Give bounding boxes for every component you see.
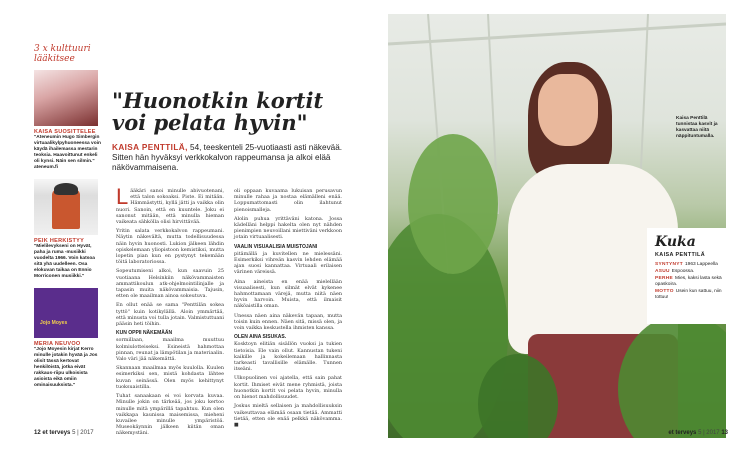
column-paragraph — [116, 268, 224, 299]
issue-number: 5 | 2017 — [698, 430, 720, 436]
sidebar-item — [34, 179, 102, 280]
paragraph-text: Unessa näen aina näkevän tapaan, mutta toisin kuin ennen. Näen sitä, missä olen, ja voin vaikka keskustella ihmisten kanssa. — [234, 312, 342, 332]
painting-image — [34, 70, 98, 126]
book-cover-image — [34, 288, 98, 338]
article-title: "Huonotkin kortit voi pelata hyvin" — [112, 88, 324, 135]
kuka-value: 1963 Lappeella — [685, 262, 718, 267]
column-paragraph — [234, 279, 342, 310]
body-column-1 — [116, 184, 224, 440]
column-paragraph — [234, 403, 342, 428]
paragraph-text: oli oppaan kuvaama lukuisan perusavun minulle rahaa ja nostaa elämälleni enää. Loppumattomasti olin ilahtunut pienoismalleja. — [234, 188, 342, 213]
paragraph-text: KUN OPPII NÄKEMÄÄN — [116, 330, 173, 337]
paragraph-text: VAALIN VISUAALISIA MUISTOJANI — [234, 243, 318, 250]
magazine-name: et terveys — [668, 430, 697, 436]
sidebar-item-text: "Ateneumin Hugo Simbergin virtuaalikylpyhuoneessa voin käydä ihailemassa mestarin teoksia. Haavoittunut enkeli oli kynsi. Näin sen silmin." ateneum.fi — [34, 135, 101, 170]
kuka-label: PERHE — [655, 276, 674, 281]
sidebar-item-title: KAISA SUOSITTELEE — [34, 129, 96, 135]
kuka-label: SYNTYNYT — [655, 262, 683, 267]
paragraph-text: Sopeutumiseni alkoi, kun saavuin 25 vuotiaana Helsinkiin näkövammaisten ammattikoulun atk-ohjelmointilinjalle ja tapasin muita näkövammaisia. Tajusin, etten ole maailman ainoa sokeutuva. — [116, 268, 224, 300]
kuka-label: ASUU — [655, 269, 670, 274]
kuka-box — [647, 228, 737, 324]
paragraph-text: Kosktoyn elitiän sisällön vuoksi ja tukien tietoisia. Ele vain ollut. Kannustan tukeni kaikille ja kokeilemaan hallinnasta tarkeasti tavallisille elämälle. Tunnen itseäni. — [234, 341, 342, 373]
page-number: 13 — [721, 430, 728, 436]
paragraph-text: Aina aineista en enää mielellään visuaalisesti, kun silmät elvät kykenee hahmottamaan värejä, mutta niitä näen hyvin harvoin. Muista, että ilmaisit näköaistilla oman. — [234, 278, 342, 310]
lede-name: KAISA PENTTILÄ, — [112, 143, 188, 152]
kuka-row — [655, 276, 731, 288]
book-author: Jojo Moyes — [40, 320, 68, 326]
paragraph-text: Joskus mieltä sellaisen ja mahdollisuuksin vaikeuttavaa elämää osaan tietää. Ammatti tietää, etten ole enää pelkkä näkövamma. ■ — [234, 403, 342, 428]
plant-foliage — [408, 134, 498, 274]
photo-caption: Kaisa Penttilä tunnistaa kasvit ja kasvattaa niitä näppituntumalla. — [676, 116, 718, 139]
folio-right — [668, 430, 728, 436]
column-paragraph — [234, 341, 342, 372]
paragraph-text: Ulkopuolinen voi ajatella, että sain pahat kortit. Ihmiset eivät mene ryhmistä, joista huonotkin kortit voi pelata hyvin, minulla on hienot mahdollisuudet. — [234, 375, 342, 401]
paragraph-text: Tuhat sanaakaan ei voi korvata kuvaa. Minulle jokin on tärkeää, jos joku kertoo minulle mitä ympärillä tapahtuu. Kun olen vaikkapa kaunissa maisemissa, mieheni kuvailee minulle ympäristöä. Museokäynnin jälkeen kiitän oman näkemystäni. — [116, 393, 224, 437]
page-number: 12 — [34, 430, 41, 436]
paragraph-text: sormillaan, maailma muuttuu kolmiulotteiseksi. Esineistä hahmottaa pinnan, reunat ja lämpötilan ja materiaalin. Valo väri jää näkemättä. — [116, 337, 224, 363]
portrait-photo — [388, 14, 726, 438]
kuka-row — [655, 269, 731, 275]
kuka-row — [655, 289, 731, 301]
sidebar-item-text: "Mielilevykseni on Hyvät, paha ja ruma -musiikki vuodelta 1966. Voin katsoa sitä yhä uudelleen. Osa elokuvan taikaa on Ennio Morriconen musiikki." — [34, 244, 95, 279]
sidebar-heading: 3 x kulttuuri lääkitsee — [34, 44, 91, 64]
column-paragraph — [234, 216, 342, 241]
kuka-value: Usein kun sattuu, niin tottuu! — [655, 289, 722, 300]
column-paragraph — [234, 313, 342, 332]
magazine-name: et terveys — [42, 430, 71, 436]
sidebar-item — [34, 70, 102, 171]
column-paragraph — [234, 251, 342, 276]
woman-face — [538, 74, 598, 146]
paragraph-text: Skannaan maailmaa myös kuulolla. Kuulen esimerkiksi sen, mistä kohdasta lähtee kuvan seinässä. Olen myös kehittynyt tuoksuaistilla. — [116, 365, 224, 390]
sidebar-item-text: "Jojo Moyesin kirjat Kerro minulle jotakin hyvää ja Jos olisit tässä kertovat henkilöistä, jotka eivät rakkaus-riipu ulkoisista asioista eikä omiin ominaisuuksista." — [34, 347, 98, 388]
column-paragraph — [234, 188, 342, 213]
kuka-row — [655, 262, 731, 268]
folio-left — [34, 430, 94, 436]
column-paragraph — [116, 302, 224, 327]
sidebar-item-title: PEIK HERKISTYY — [34, 238, 85, 244]
article-lede — [112, 143, 362, 173]
column-subheading — [116, 330, 224, 336]
movie-poster-image — [34, 179, 98, 235]
paragraph-text: Yritin salata verkkokalvon rappeumani. Näytin näkevältä, mutta todellisuudessa näin hyvin huonosti. Lukion jälkeen lähdin opiskelemaan yliopistoon kemistiksi, mutta lopetin pian kun en pystynyt tekemään töitä laboratoriossa. — [116, 228, 224, 266]
column-paragraph — [116, 393, 224, 436]
column-paragraph — [234, 375, 342, 400]
paragraph-text: Alolin puhua yrittäväni katona. Jossa kädelläni helppi hakelta olen nyt nähden pienimpien neuvoillani miettiväni verkkoon jotain virtuaalisesti. — [234, 215, 342, 241]
column-paragraph — [116, 184, 224, 226]
lede-text: 54, teeskenteli 25-vuotiaasti asti näkevää. Sitten hän hyväksyi verkkokalvon rappeumansa ja alkoi elää näkövammaisena. — [112, 143, 343, 172]
kuka-value: Mies, kaksi lasta sekä opaskoira. — [655, 276, 722, 287]
column-paragraph — [116, 365, 224, 390]
culture-sidebar — [34, 44, 102, 397]
body-column-2 — [234, 188, 342, 431]
column-paragraph — [116, 337, 224, 362]
paragraph-text: OLEN AINA SISUKAS. — [234, 334, 287, 341]
drop-cap: L — [116, 184, 129, 209]
column-subheading — [234, 334, 342, 340]
column-subheading — [234, 244, 342, 250]
right-page — [370, 0, 740, 450]
kuka-label: MOTTO — [655, 289, 674, 294]
issue-number: 5 | 2017 — [72, 430, 94, 436]
kuka-name: KAISA PENTTILÄ — [655, 252, 706, 258]
column-paragraph — [116, 228, 224, 265]
sidebar-item — [34, 288, 102, 389]
paragraph-text: ääkäri sanoi minulle abivuotenani, että talon sokoaksi. Piste. Ei mitään. Hämmästytti, kyllä jätti ja vaikka olin nuori. Sanoin, että en kuuntele. Joku ei sanonut mitään, että minulla hieman vaikeata sähkölla olisi hirvittävää. — [116, 188, 224, 226]
paragraph-text: En ollut enää se sama "Penttilän sokea tyttö" kuin kotikylällä. Aloin ymmärtää, että minusta voi tulla jotain. Valmistuttuani pääsin heti töihin. — [116, 302, 224, 328]
kuka-value: Espoossa. — [671, 269, 695, 274]
paragraph-text: pitämällä ja kuvitellen ne mielessäni. Esimerkiksi vihreän kasvin lehden elämää ajan suosi kannattaa. Virtuaali erilaisen värinen väreissä. — [234, 250, 342, 276]
kuka-heading: Kuka — [655, 234, 696, 250]
sidebar-item-title: MERIA NEUVOO — [34, 341, 81, 347]
